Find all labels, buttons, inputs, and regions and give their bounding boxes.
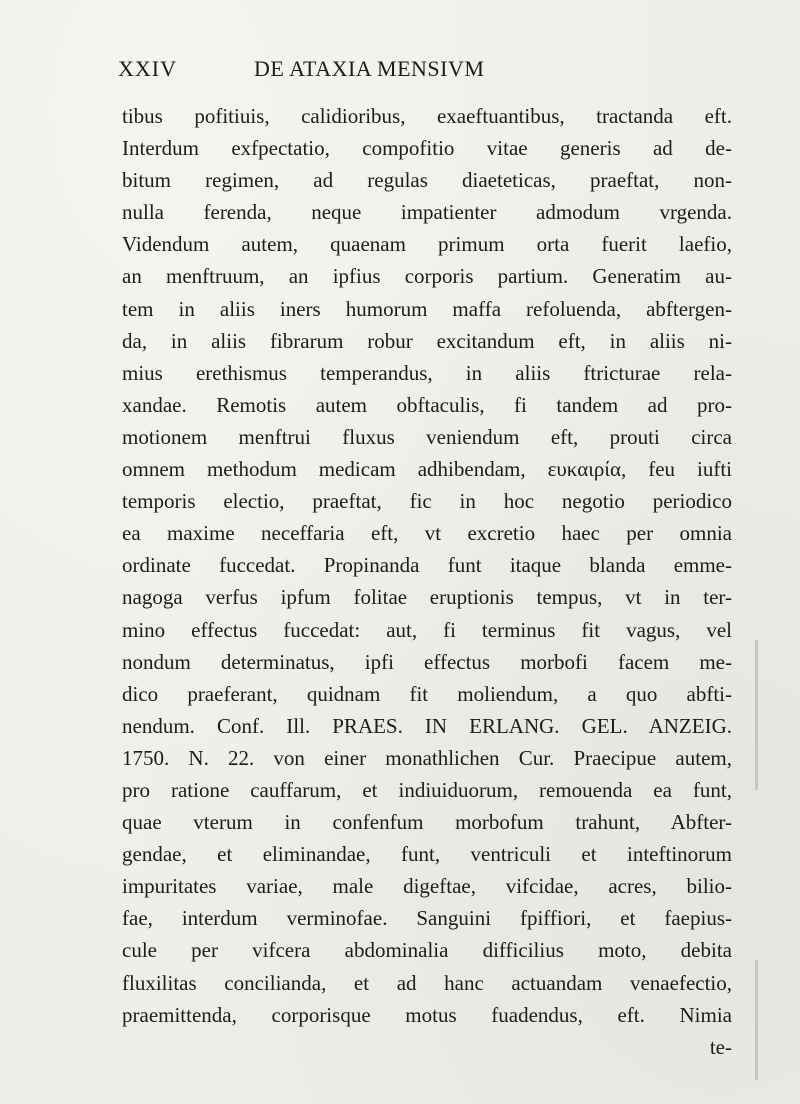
text-line: tem in aliis iners humorum maffa refoluenda, abftergen- [122,296,732,321]
text-line: nendum. Conf. Ill. PRAES. IN ERLANG. GEL. ANZEIG. [122,713,732,738]
running-title: DE ATAXIA MENSIVM [254,56,485,81]
page-header [118,56,738,86]
page-edge-shadow [755,960,758,1080]
text-line: bitum regimen, ad regulas diaeteticas, praeftat, non- [122,168,732,193]
text-line: praemittenda, corporisque motus fuadendus, eft. Nimia [122,1002,732,1027]
text-line: Videndum autem, quaenam primum orta fuerit laefio, [122,232,732,257]
text-line: mino effectus fuccedat: aut, fi terminus fit vagus, vel [122,617,732,642]
text-line: ordinate fuccedat. Propinanda funt itaque blanda emme- [122,553,732,578]
text-line: 1750. N. 22. von einer monathlichen Cur. Praecipue autem, [122,745,732,770]
text-line: motionem menftrui fluxus veniendum eft, prouti circa [122,424,732,449]
text-line: pro ratione cauffarum, et indiuiduorum, remouenda ea funt, [122,777,732,802]
text-line: nulla ferenda, neque impatienter admodum vrgenda. [122,200,732,225]
text-line: cule per vifcera abdominalia difficilius moto, debita [122,938,732,963]
text-line: temporis electio, praeftat, fic in hoc negotio periodico [122,489,732,514]
text-line: impuritates variae, male digeftae, vifcidae, acres, bilio- [122,874,732,899]
text-line: da, in aliis fibrarum robur excitandum eft, in aliis ni- [122,328,732,353]
text-line: mius erethismus temperandus, in aliis ftricturae rela- [122,360,732,385]
body-text [122,100,732,1063]
text-line: Interdum exfpectatio, compofitio vitae generis ad de- [122,136,732,161]
page-edge-shadow [755,640,758,790]
text-line: nondum determinatus, ipfi effectus morbofi facem me- [122,649,732,674]
text-line: fae, interdum verminofae. Sanguini fpiffiori, et faepius- [122,906,732,931]
text-line: tibus pofitiuis, calidioribus, exaeftuantibus, tractanda eft. [122,104,732,128]
text-line: dico praeferant, quidnam fit moliendum, a quo abfti- [122,681,732,706]
text-line: an menftruum, an ipfius corporis partium. Generatim au- [122,264,732,289]
text-line: xandae. Remotis autem obftaculis, fi tandem ad pro- [122,392,732,417]
text-line: omnem methodum medicam adhibendam, ευκαιρία, feu iufti [122,457,732,482]
page-number: XXIV [118,56,177,81]
text-line: ea maxime neceffaria eft, vt excretio haec per omnia [122,521,732,546]
text-line: gendae, et eliminandae, funt, ventriculi et inteftinorum [122,842,732,867]
catchword: te- [709,1034,732,1059]
text-line: quae vterum in confenfum morbofum trahunt, Abfter- [122,810,732,835]
text-line: fluxilitas concilianda, et ad hanc actuandam venaefectio, [122,970,732,995]
text-line: nagoga verfus ipfum folitae eruptionis tempus, vt in ter- [122,585,732,610]
